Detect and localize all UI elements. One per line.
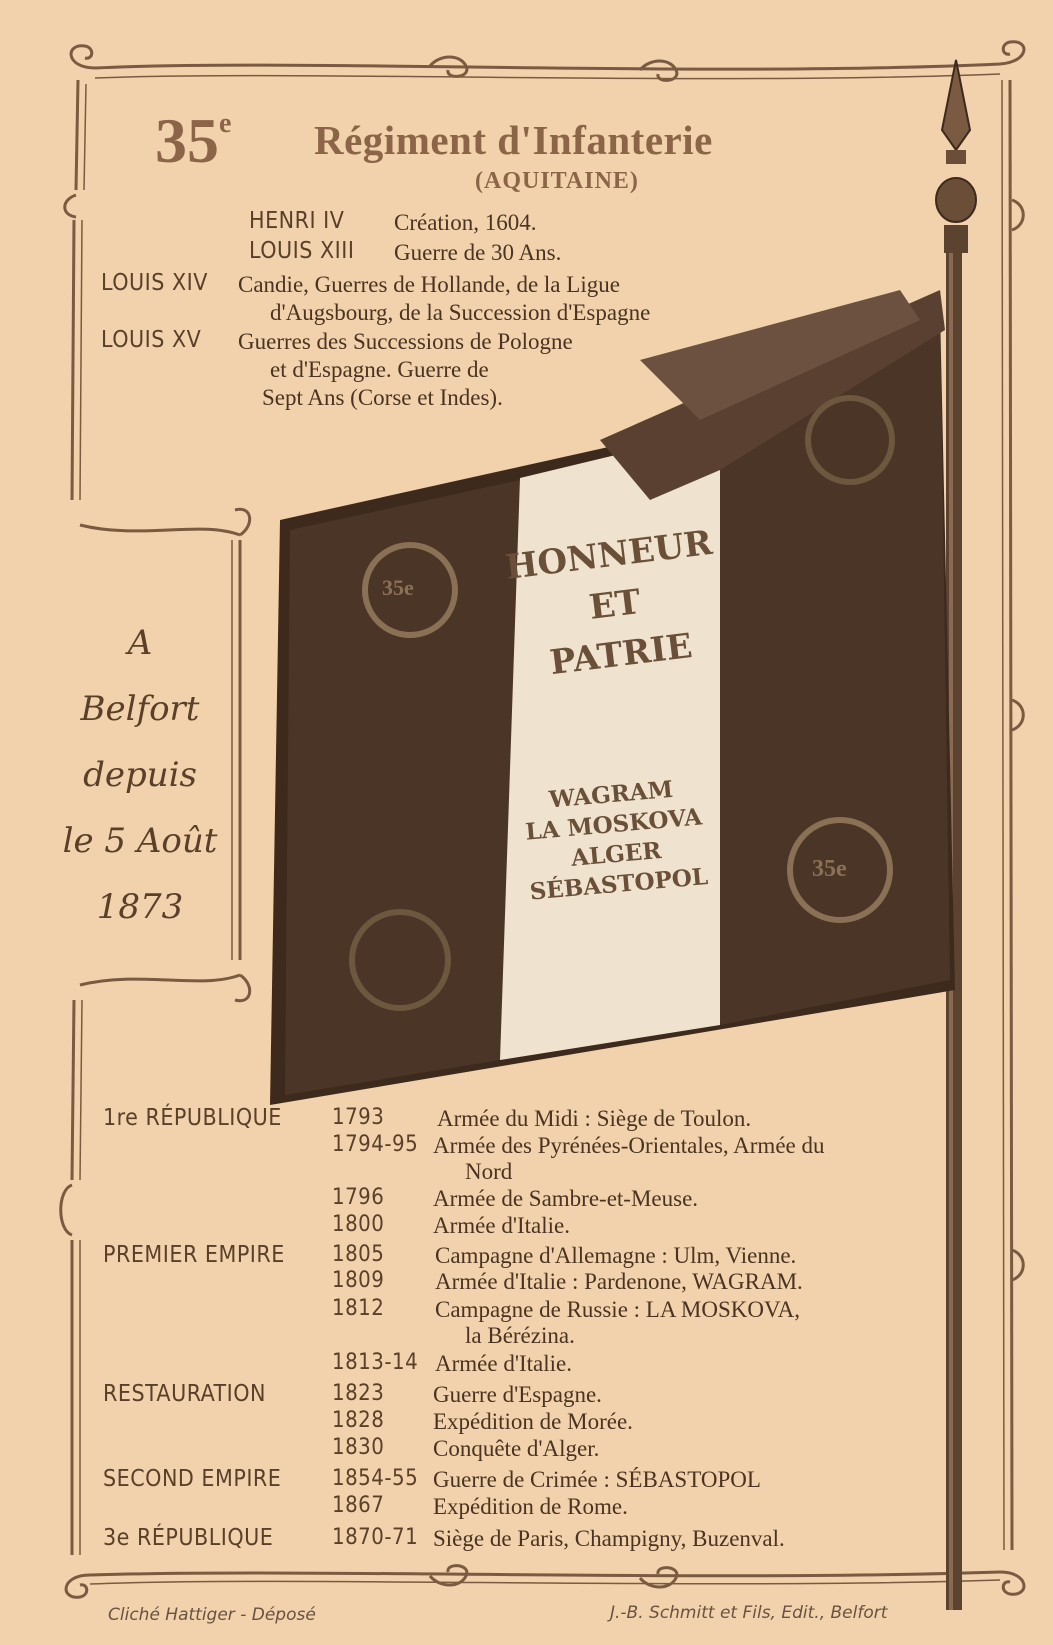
regiment-number [155, 104, 231, 178]
belfort-line: depuis [83, 755, 197, 795]
history-event: Armée du Midi : Siège de Toulon. [437, 1106, 752, 1131]
era-label: 1re RÉPUBLIQUE [103, 1105, 282, 1131]
king-event: Création, 1604. [394, 210, 537, 235]
history-event: Conquête d'Alger. [433, 1436, 600, 1461]
battle-3: ALGER [570, 837, 663, 872]
king-event: Candie, Guerres de Hollande, de la Ligue [238, 272, 620, 297]
battle-4: SÉBASTOPOL [528, 863, 710, 906]
history-year: 1867 [332, 1493, 385, 1518]
publisher-credit: J.-B. Schmitt et Fils, Edit., Belfort [610, 1603, 888, 1623]
history-year: 1809 [332, 1268, 385, 1293]
king-event: et d'Espagne. Guerre de [270, 357, 489, 382]
history-event: Armée de Sambre-et-Meuse. [433, 1186, 699, 1211]
history-year: 1813-14 [332, 1350, 419, 1375]
king-event: d'Augsbourg, de la Succession d'Espagne [270, 300, 651, 325]
motto-line-3: PATRIE [547, 626, 695, 684]
belfort-line: le 5 Août [62, 821, 218, 861]
king-event: Guerre de 30 Ans. [394, 240, 562, 265]
history-event: Campagne d'Allemagne : Ulm, Vienne. [435, 1243, 797, 1268]
history-event: Siège de Paris, Champigny, Buzenval. [433, 1526, 785, 1551]
era-label: PREMIER EMPIRE [103, 1242, 285, 1268]
history-event: la Bérézina. [465, 1323, 575, 1348]
king-name: LOUIS XV [101, 327, 202, 353]
history-year: 1805 [332, 1242, 385, 1267]
history-event: Expédition de Morée. [433, 1409, 633, 1434]
era-label: SECOND EMPIRE [103, 1466, 282, 1492]
history-year: 1830 [332, 1435, 385, 1460]
history-year: 1796 [332, 1185, 385, 1210]
motto-line-1: HONNEUR [503, 522, 715, 588]
regiment-number-value: 35 [155, 105, 219, 176]
history-year: 1854-55 [332, 1466, 419, 1491]
battle-1: WAGRAM [547, 775, 675, 814]
photo-credit: Cliché Hattiger - Déposé [108, 1605, 316, 1625]
flag-battles [495, 770, 735, 910]
flag-emblem-left: 35e [382, 575, 414, 600]
history-year: 1812 [332, 1296, 385, 1321]
history-event: Armée d'Italie. [433, 1213, 570, 1238]
era-label: 3e RÉPUBLIQUE [103, 1525, 274, 1551]
flag-emblem-right: 35e [812, 856, 847, 882]
king-event: Sept Ans (Corse et Indes). [262, 385, 503, 410]
history-event: Campagne de Russie : LA MOSKOVA, [435, 1297, 801, 1322]
era-label: RESTAURATION [103, 1381, 267, 1407]
belfort-line: Belfort [80, 689, 200, 729]
belfort-note [40, 610, 240, 940]
history-event: Expédition de Rome. [433, 1494, 628, 1519]
history-year: 1828 [332, 1408, 385, 1433]
king-event: Guerres des Successions de Pologne [238, 329, 573, 354]
regiment-subtitle: (AQUITAINE) [475, 168, 639, 194]
regiment-title: Régiment d'Infanterie [314, 117, 713, 163]
king-name: LOUIS XIII [249, 238, 355, 264]
history-year: 1793 [332, 1105, 385, 1130]
history-year: 1870-71 [332, 1525, 419, 1550]
history-event: Armée des Pyrénées-Orientales, Armée du [433, 1133, 825, 1158]
regiment-number-suffix: e [219, 108, 232, 139]
flag [270, 290, 955, 1105]
history-event: Guerre de Crimée : SÉBASTOPOL [433, 1467, 761, 1492]
flag-motto [497, 517, 734, 693]
king-name: LOUIS XIV [101, 270, 208, 296]
motto-line-2: ET [587, 582, 643, 628]
battle-2: LA MOSKOVA [524, 803, 704, 846]
history-event: Armée d'Italie. [435, 1351, 572, 1376]
history-event: Guerre d'Espagne. [433, 1382, 602, 1407]
history-event: Nord [465, 1159, 513, 1184]
king-name: HENRI IV [249, 208, 345, 234]
belfort-line: A [127, 623, 153, 663]
belfort-line: 1873 [96, 887, 184, 927]
history-year: 1823 [332, 1381, 385, 1406]
history-year: 1800 [332, 1212, 385, 1237]
history-event: Armée d'Italie : Pardenone, WAGRAM. [435, 1269, 803, 1294]
history-year: 1794-95 [332, 1132, 419, 1157]
